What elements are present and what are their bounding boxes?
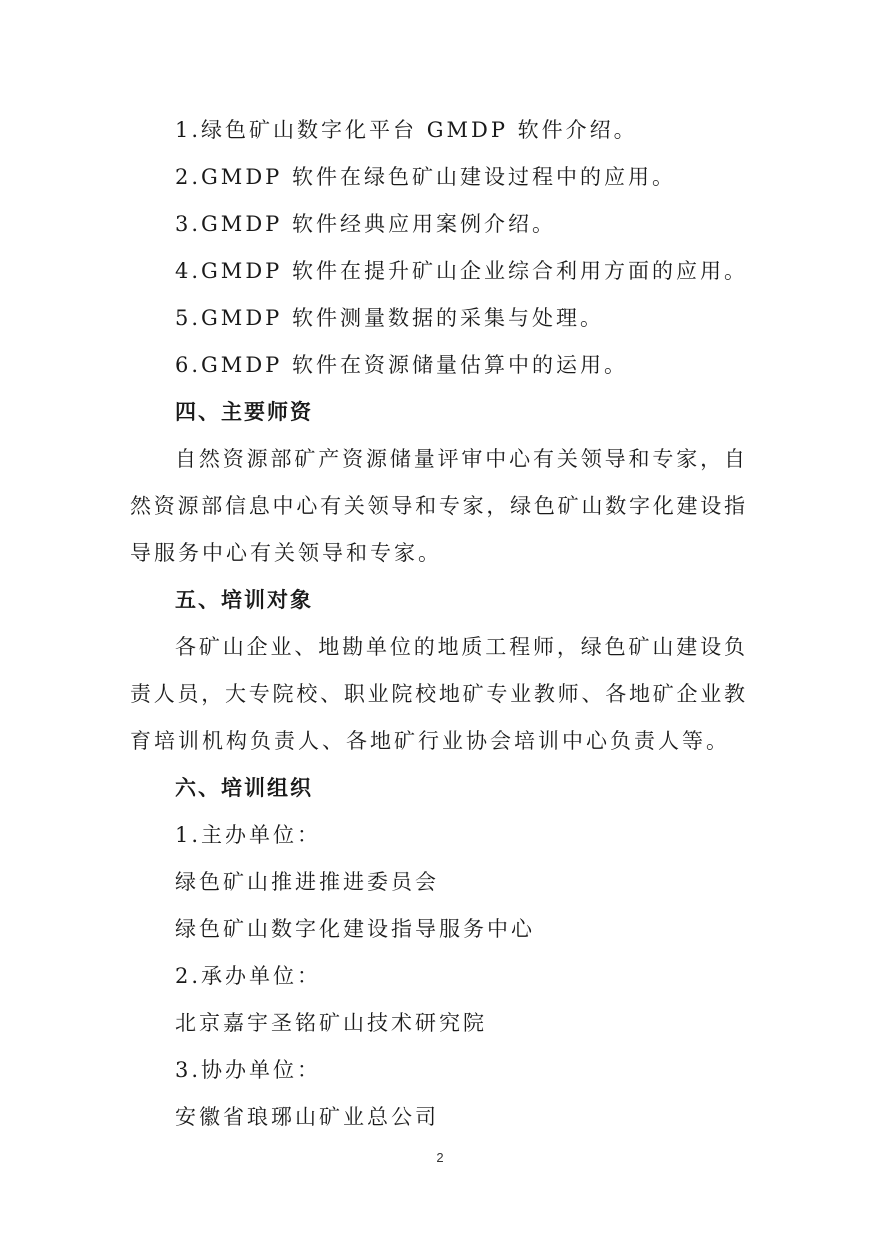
paragraph-line: 育培训机构负责人、各地矿行业协会培训中心负责人等。: [130, 729, 730, 753]
co-organizer-label: 3.协办单位：: [175, 1058, 322, 1082]
organizer-label: 2.承办单位：: [175, 964, 322, 988]
list-item: 3.GMDP 软件经典应用案例介绍。: [175, 212, 556, 236]
host-unit: 绿色矿山数字化建设指导服务中心: [175, 917, 535, 941]
host-unit: 绿色矿山推进推进委员会: [175, 870, 439, 894]
host-label: 1.主办单位：: [175, 823, 322, 847]
section-heading-organization: 六、培训组织: [175, 776, 313, 800]
paragraph-line: 然资源部信息中心有关领导和专家，绿色矿山数字化建设指: [130, 494, 745, 518]
list-item: 4.GMDP 软件在提升矿山企业综合利用方面的应用。: [175, 259, 748, 283]
section-heading-audience: 五、培训对象: [175, 588, 313, 612]
paragraph-line: 责人员，大专院校、职业院校地矿专业教师、各地矿企业教: [130, 682, 745, 706]
list-item: 2.GMDP 软件在绿色矿山建设过程中的应用。: [175, 165, 676, 189]
list-item: 1.绿色矿山数字化平台 GMDP 软件介绍。: [175, 118, 638, 142]
paragraph-line: 导服务中心有关领导和专家。: [130, 541, 442, 565]
organizer-unit: 北京嘉宇圣铭矿山技术研究院: [175, 1011, 487, 1035]
paragraph-line: 各矿山企业、地勘单位的地质工程师，绿色矿山建设负: [175, 635, 745, 659]
list-item: 5.GMDP 软件测量数据的采集与处理。: [175, 306, 604, 330]
paragraph-line: 自然资源部矿产资源储量评审中心有关领导和专家，自: [175, 447, 745, 471]
section-heading-faculty: 四、主要师资: [175, 400, 313, 424]
list-item: 6.GMDP 软件在资源储量估算中的运用。: [175, 353, 628, 377]
co-organizer-unit: 安徽省琅琊山矿业总公司: [175, 1105, 439, 1129]
page-number: 2: [436, 1150, 444, 1165]
